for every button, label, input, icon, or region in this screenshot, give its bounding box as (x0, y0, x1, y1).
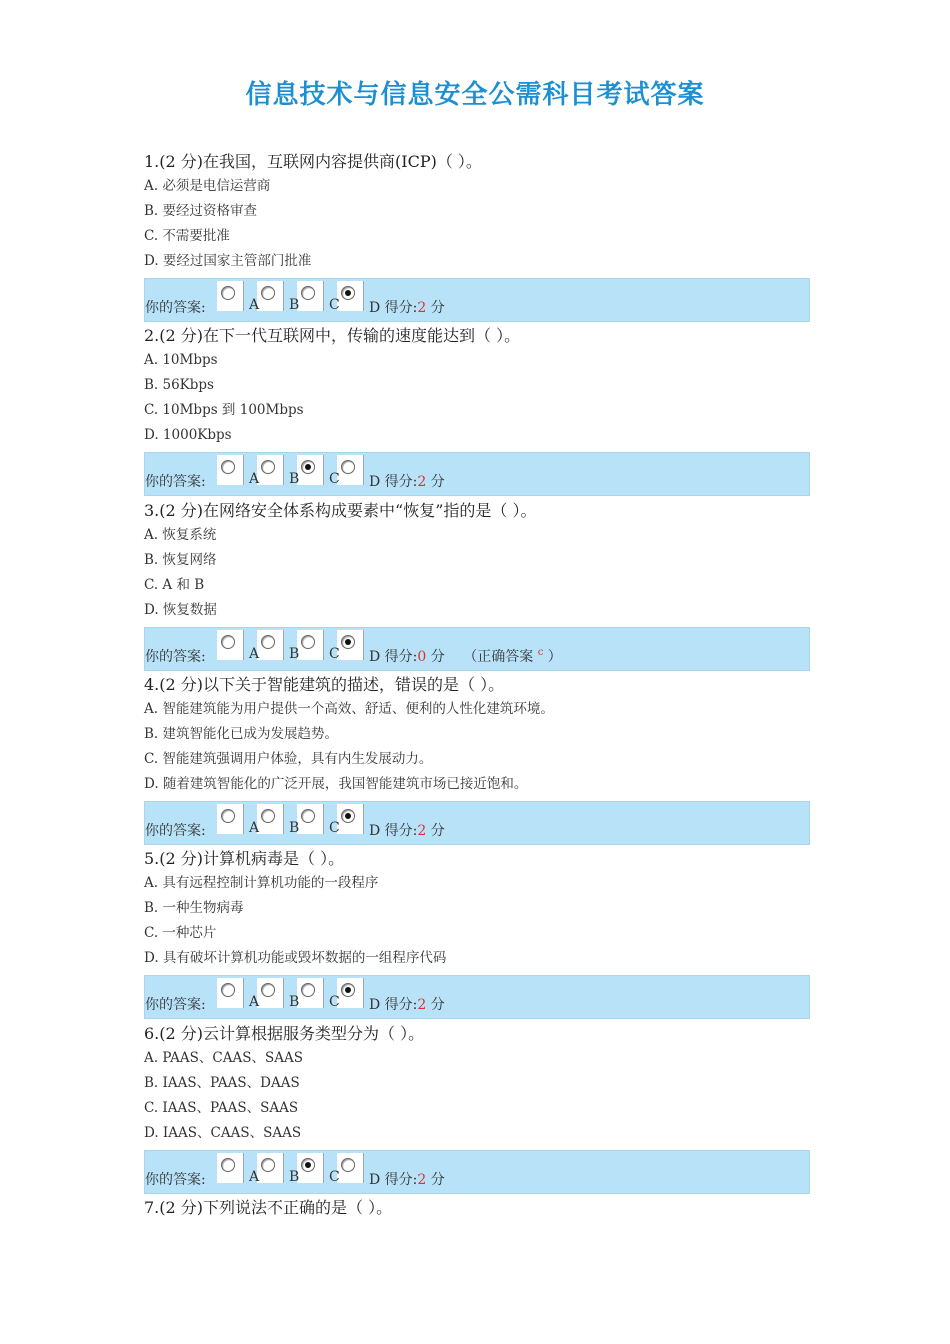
question-stem: 6.(2 分)云计算根据服务类型分为（ ）。 (144, 1024, 425, 1043)
radio-circle-icon (261, 1158, 275, 1172)
option-b: B. IAAS、PAAS、DAAS (144, 1075, 300, 1091)
radio-letter-a: A (249, 820, 260, 836)
question-1 (144, 150, 810, 322)
radio-letter-c: C (329, 1169, 340, 1185)
question-stem: 2.(2 分)在下一代互联网中，传输的速度能达到（ ）。 (144, 326, 521, 345)
radio-option-a[interactable] (217, 978, 244, 1008)
option-a: A. 智能建筑能为用户提供一个高效、舒适、便利的人性化建筑环境。 (144, 701, 554, 717)
radio-option-a[interactable] (217, 630, 244, 660)
option-d: D. 要经过国家主管部门批准 (144, 253, 312, 269)
option-c: C. IAAS、PAAS、SAAS (144, 1100, 299, 1116)
score-value: 0 (417, 649, 427, 665)
radio-option-a[interactable] (217, 804, 244, 834)
score-value: 2 (417, 1172, 427, 1188)
question-stem: 3.(2 分)在网络安全体系构成要素中“恢复”指的是（ ）。 (144, 501, 537, 520)
radio-circle-icon (341, 1158, 355, 1172)
radio-letter-c: C (329, 994, 340, 1010)
radio-letter-b: B (289, 1169, 300, 1185)
score-text: D 得分:2 分 (369, 474, 445, 490)
question-stem: 4.(2 分)以下关于智能建筑的描述，错误的是（ ）。 (144, 675, 505, 694)
radio-circle-icon (301, 983, 315, 997)
radio-option-d[interactable] (337, 455, 364, 485)
radio-circle-icon (301, 635, 315, 649)
radio-option-d[interactable] (337, 804, 364, 834)
radio-circle-icon (301, 1158, 315, 1172)
option-c: C. 智能建筑强调用户体验，具有内生发展动力。 (144, 751, 433, 767)
option-b: B. 恢复网络 (144, 552, 217, 568)
radio-letter-c: C (329, 471, 340, 487)
answer-label: 你的答案: (145, 823, 206, 839)
option-d: D. 具有破坏计算机功能或毁坏数据的一组程序代码 (144, 950, 447, 966)
answer-label: 你的答案: (145, 300, 206, 316)
question-6 (144, 1022, 810, 1194)
score-text: D 得分:2 分 (369, 1172, 445, 1188)
option-c: C. 一种芯片 (144, 925, 217, 941)
option-a: A. 10Mbps (144, 352, 218, 368)
radio-circle-icon (301, 809, 315, 823)
score-text: D 得分:0 分 （正确答案 $^c$ ） (369, 647, 562, 665)
radio-option-c[interactable] (297, 1153, 324, 1183)
radio-circle-icon (301, 286, 315, 300)
option-c: C. 不需要批准 (144, 228, 230, 244)
radio-letter-b: B (289, 994, 300, 1010)
radio-circle-icon (221, 983, 235, 997)
radio-letter-c: C (329, 297, 340, 313)
radio-option-c[interactable] (297, 281, 324, 311)
radio-option-c[interactable] (297, 630, 324, 660)
radio-circle-icon (261, 809, 275, 823)
answer-label: 你的答案: (145, 997, 206, 1013)
radio-option-d[interactable] (337, 1153, 364, 1183)
option-b: B. 一种生物病毒 (144, 900, 244, 916)
radio-option-c[interactable] (297, 804, 324, 834)
option-d: D. 恢复数据 (144, 602, 217, 618)
radio-option-a[interactable] (217, 455, 244, 485)
radio-letter-b: B (289, 820, 300, 836)
answer-label: 你的答案: (145, 1172, 206, 1188)
radio-option-a[interactable] (217, 281, 244, 311)
question-stem: 5.(2 分)计算机病毒是（ ）。 (144, 849, 345, 868)
radio-circle-icon (341, 286, 355, 300)
option-b: B. 要经过资格审查 (144, 203, 258, 219)
radio-option-c[interactable] (297, 455, 324, 485)
score-text: D 得分:2 分 (369, 997, 445, 1013)
radio-circle-icon (221, 286, 235, 300)
radio-letter-a: A (249, 471, 260, 487)
radio-circle-icon (341, 635, 355, 649)
radio-circle-icon (221, 460, 235, 474)
answer-label: 你的答案: (145, 649, 206, 665)
correct-answer-value: c (537, 647, 544, 658)
radio-letter-b: B (289, 297, 300, 313)
option-d: D. 随着建筑智能化的广泛开展，我国智能建筑市场已接近饱和。 (144, 776, 528, 792)
option-a: A. PAAS、CAAS、SAAS (144, 1050, 303, 1066)
radio-option-b[interactable] (257, 281, 284, 311)
radio-option-d[interactable] (337, 978, 364, 1008)
radio-option-b[interactable] (257, 1153, 284, 1183)
radio-option-b[interactable] (257, 978, 284, 1008)
option-b: B. 建筑智能化已成为发展趋势。 (144, 726, 339, 742)
option-a: A. 恢复系统 (144, 527, 217, 543)
radio-circle-icon (301, 460, 315, 474)
score-value: 2 (417, 823, 427, 839)
option-b: B. 56Kbps (144, 377, 214, 393)
radio-circle-icon (221, 809, 235, 823)
radio-letter-b: B (289, 646, 300, 662)
score-value: 2 (417, 300, 427, 316)
radio-circle-icon (261, 460, 275, 474)
radio-circle-icon (341, 809, 355, 823)
question-4 (144, 673, 810, 845)
radio-letter-a: A (249, 297, 260, 313)
radio-option-c[interactable] (297, 978, 324, 1008)
question-stem: 7.(2 分)下列说法不正确的是（ ）。 (144, 1198, 393, 1217)
radio-circle-icon (221, 635, 235, 649)
score-value: 2 (417, 474, 427, 490)
option-d: D. 1000Kbps (144, 427, 232, 443)
radio-letter-c: C (329, 646, 340, 662)
option-c: C. 10Mbps 到 100Mbps (144, 402, 304, 418)
answer-bar (144, 627, 810, 671)
answer-bar (144, 278, 810, 322)
answer-bar (144, 1150, 810, 1194)
score-text: D 得分:2 分 (369, 823, 445, 839)
radio-circle-icon (341, 460, 355, 474)
radio-circle-icon (261, 983, 275, 997)
radio-circle-icon (341, 983, 355, 997)
radio-option-d[interactable] (337, 281, 364, 311)
answer-label: 你的答案: (145, 474, 206, 490)
radio-option-a[interactable] (217, 1153, 244, 1183)
answer-bar (144, 801, 810, 845)
document-title: 信息技术与信息安全公需科目考试答案 (245, 80, 705, 110)
radio-letter-a: A (249, 994, 260, 1010)
radio-circle-icon (261, 286, 275, 300)
radio-circle-icon (221, 1158, 235, 1172)
radio-letter-b: B (289, 471, 300, 487)
radio-circle-icon (261, 635, 275, 649)
radio-letter-a: A (249, 1169, 260, 1185)
radio-option-b[interactable] (257, 455, 284, 485)
option-c: C. A 和 B (144, 577, 205, 593)
option-d: D. IAAS、CAAS、SAAS (144, 1125, 302, 1141)
question-5 (144, 847, 810, 1019)
radio-letter-a: A (249, 646, 260, 662)
radio-option-b[interactable] (257, 630, 284, 660)
question-stem: 1.(2 分)在我国，互联网内容提供商(ICP)（ ）。 (144, 152, 482, 171)
score-text: D 得分:2 分 (369, 300, 445, 316)
score-value: 2 (417, 997, 427, 1013)
question-7 (144, 1196, 810, 1220)
answer-bar (144, 452, 810, 496)
question-3 (144, 499, 810, 671)
radio-option-d[interactable] (337, 630, 364, 660)
option-a: A. 必须是电信运营商 (144, 178, 271, 194)
option-a: A. 具有远程控制计算机功能的一段程序 (144, 875, 379, 891)
radio-option-b[interactable] (257, 804, 284, 834)
question-2 (144, 324, 810, 496)
answer-bar (144, 975, 810, 1019)
radio-letter-c: C (329, 820, 340, 836)
